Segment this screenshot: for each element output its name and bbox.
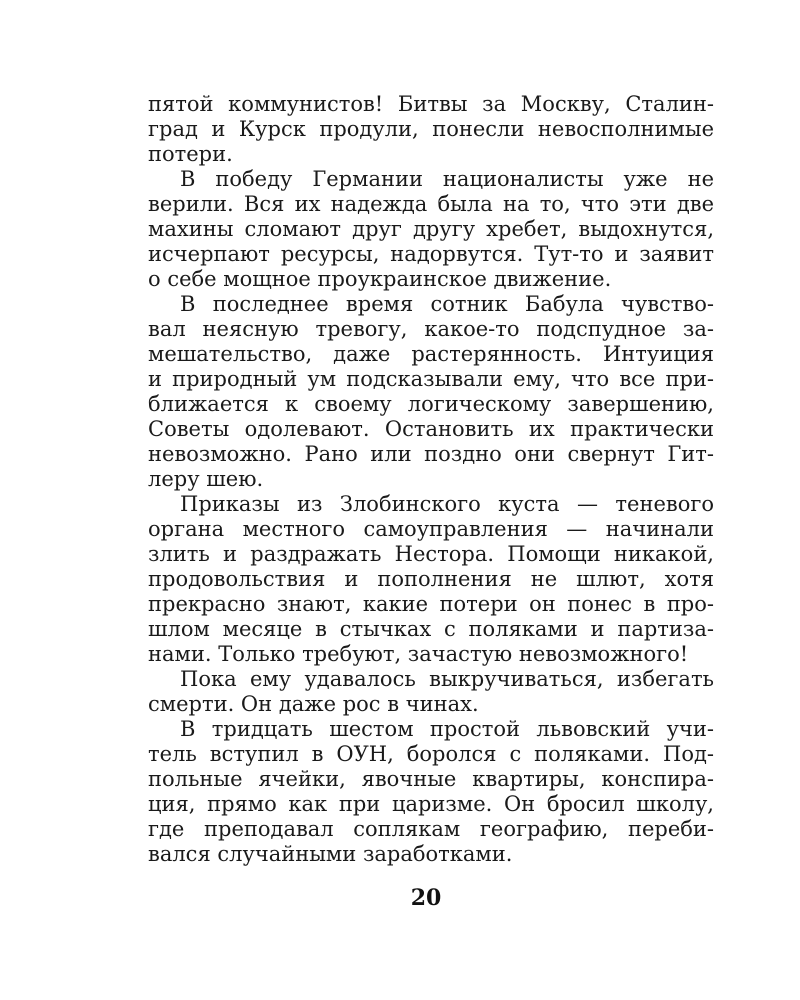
text-line: град и Курск продули, понесли невосполнимые bbox=[148, 117, 714, 141]
text-line: ция, прямо как при царизме. Он бросил школу, bbox=[148, 792, 714, 816]
text-line: Советы одолевают. Остановить их практически bbox=[148, 417, 714, 441]
text-line: Пока ему удавалось выкручиваться, избегать bbox=[180, 667, 714, 691]
text-line: потери. bbox=[148, 142, 233, 166]
text-line: нами. Только требуют, зачастую невозможного! bbox=[148, 642, 689, 666]
text-line: В победу Германии националисты уже не bbox=[180, 167, 714, 191]
text-line: махины сломают друг другу хребет, выдохнутся, bbox=[148, 217, 714, 241]
text-line: исчерпают ресурсы, надорвутся. Тут-то и заявит bbox=[148, 242, 714, 266]
text-line: органа местного самоуправления — начинали bbox=[148, 517, 714, 541]
text-line: верили. Вся их надежда была на то, что эти две bbox=[148, 192, 714, 216]
text-line: В тридцать шестом простой львовский учи- bbox=[180, 717, 714, 741]
text-line: леру шею. bbox=[148, 467, 264, 491]
text-line: вал неясную тревогу, какое-то подспудное за- bbox=[148, 317, 714, 341]
text-line: злить и раздражать Нестора. Помощи никакой, bbox=[148, 542, 714, 566]
text-line: польные ячейки, явочные квартиры, конспира- bbox=[148, 767, 714, 791]
text-line: продовольствия и пополнения не шлют, хотя bbox=[148, 567, 714, 591]
text-line: вался случайными заработками. bbox=[148, 842, 513, 866]
text-line: о себе мощное проукраинское движение. bbox=[148, 267, 612, 291]
text-line: ближается к своему логическому завершению, bbox=[148, 392, 714, 416]
text-line: невозможно. Рано или поздно они свернут Гит- bbox=[148, 442, 714, 466]
text-line: где преподавал соплякам географию, переби- bbox=[148, 817, 714, 841]
page-number: 20 bbox=[410, 885, 442, 911]
text-line: прекрасно знают, какие потери он понес в про- bbox=[148, 592, 714, 616]
text-line: мешательство, даже растерянность. Интуиция bbox=[148, 342, 714, 366]
text-line: Приказы из Злобинского куста — теневого bbox=[180, 492, 714, 516]
text-line: пятой коммунистов! Битвы за Москву, Сталин- bbox=[148, 92, 714, 116]
text-line: шлом месяце в стычках с поляками и партиза- bbox=[148, 617, 714, 641]
text-line: смерти. Он даже рос в чинах. bbox=[148, 692, 479, 716]
text-line: и природный ум подсказывали ему, что все при- bbox=[148, 367, 714, 391]
text-line: В последнее время сотник Бабула чувство- bbox=[180, 292, 714, 316]
text-line: тель вступил в ОУН, боролся с поляками. Под- bbox=[148, 742, 714, 766]
